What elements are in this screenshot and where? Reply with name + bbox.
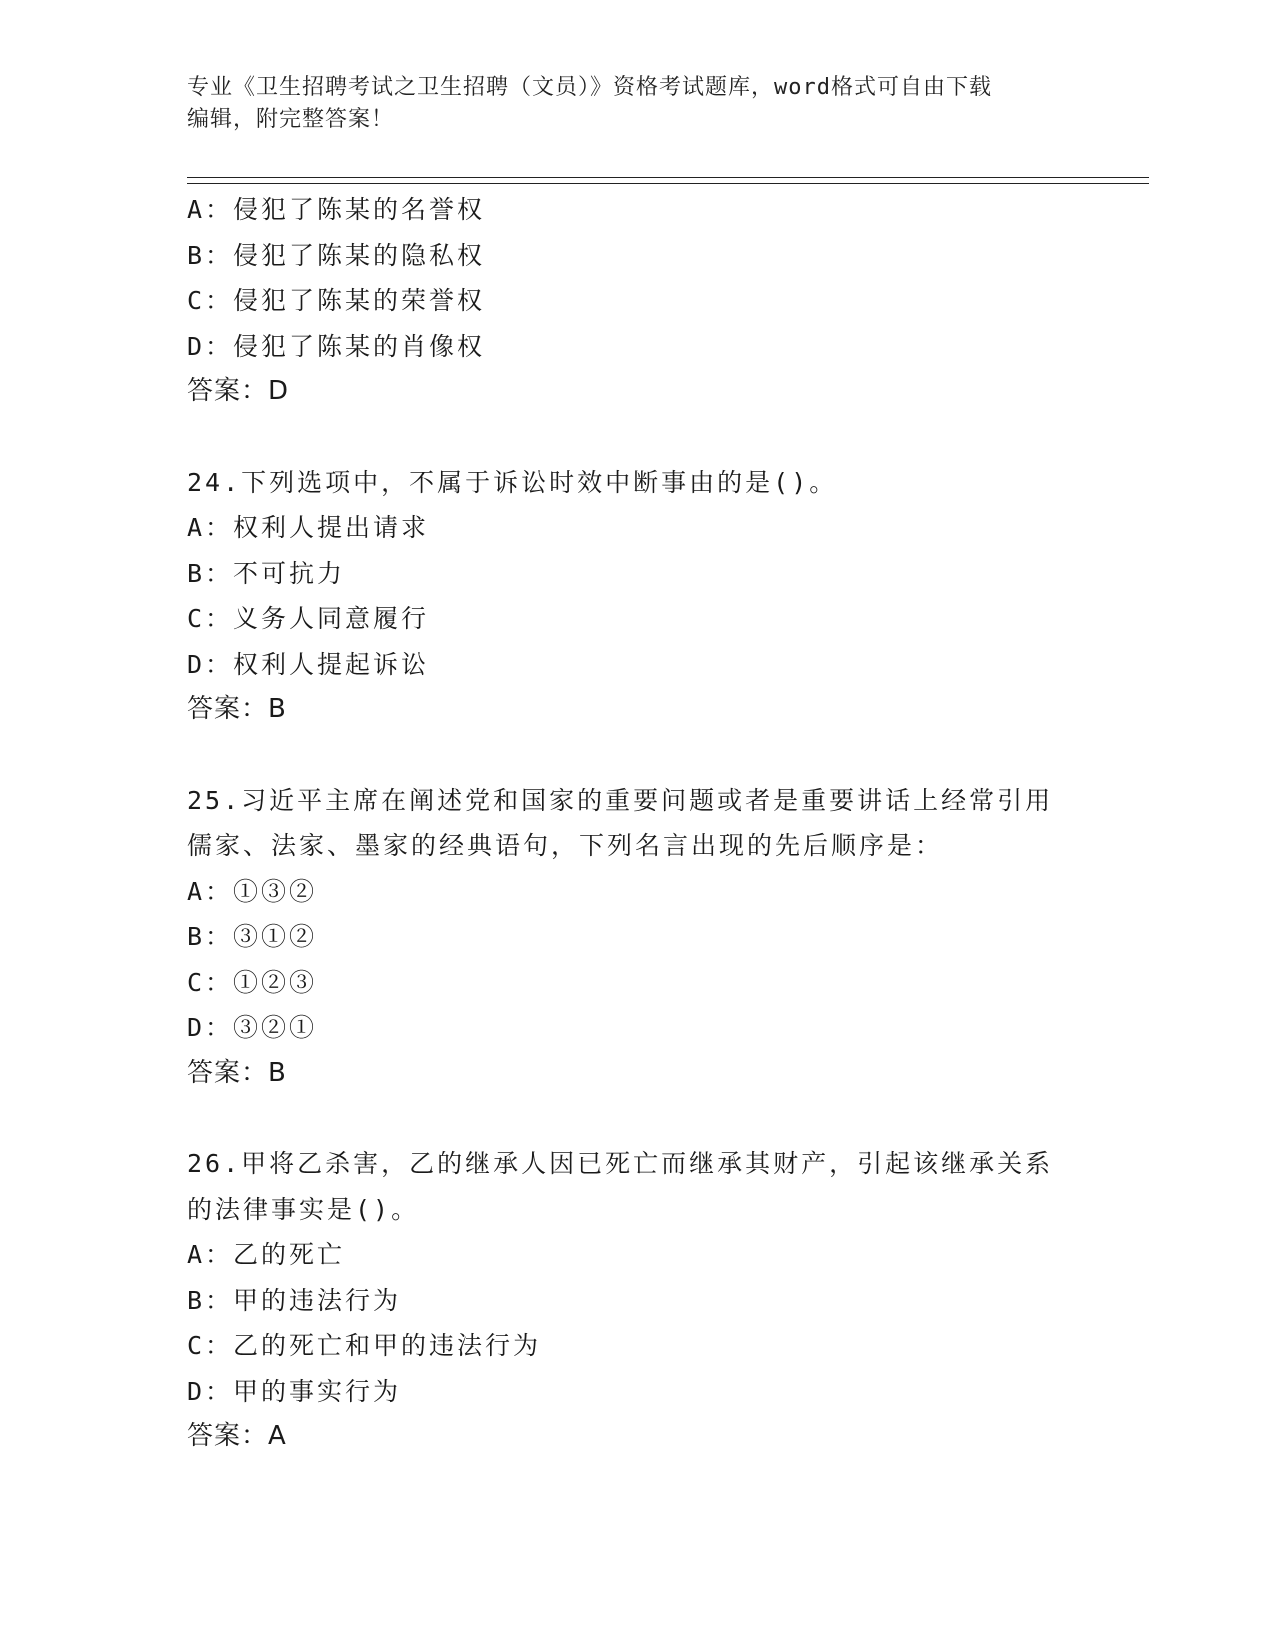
answer: 答案：B xyxy=(187,1057,287,1088)
option-c: C：①②③ xyxy=(187,967,318,997)
answer: 答案：A xyxy=(187,1421,287,1451)
option-b: B：不可抗力 xyxy=(187,558,346,588)
document-header xyxy=(187,72,1067,136)
question-stem-line-1: 25.习近平主席在阐述党和国家的重要问题或者是重要讲话上经常引用 xyxy=(187,785,1054,815)
option-b: B：③①② xyxy=(187,922,318,951)
option-b: B：侵犯了陈某的隐私权 xyxy=(187,240,486,270)
question-24 xyxy=(187,460,1087,733)
question-stem-line-2: 的法律事实是()。 xyxy=(187,1194,420,1224)
option-c: C：义务人同意履行 xyxy=(187,604,430,633)
question-stem-line-2: 儒家、法家、墨家的经典语句，下列名言出现的先后顺序是： xyxy=(187,831,944,860)
option-d: D：侵犯了陈某的肖像权 xyxy=(187,331,486,361)
header-rule-bottom xyxy=(187,183,1149,184)
option-c: C：侵犯了陈某的荣誉权 xyxy=(187,286,486,315)
header-line-1: 专业《卫生招聘考试之卫生招聘（文员）》资格考试题库，word格式可自由下载 xyxy=(187,75,992,100)
option-a: A：权利人提出请求 xyxy=(187,513,430,542)
question-23 xyxy=(187,187,1087,415)
answer: 答案：B xyxy=(187,694,287,724)
question-list xyxy=(187,187,1087,1460)
answer: 答案：D xyxy=(187,376,290,406)
option-a: A：乙的死亡 xyxy=(187,1240,346,1269)
option-b: B：甲的违法行为 xyxy=(187,1285,402,1315)
question-stem: 24.下列选项中，不属于诉讼时效中断事由的是()。 xyxy=(187,467,838,497)
header-rule-top xyxy=(187,177,1149,178)
option-d: D：权利人提起诉讼 xyxy=(187,649,430,679)
option-c: C：乙的死亡和甲的违法行为 xyxy=(187,1331,542,1360)
option-a: A：侵犯了陈某的名誉权 xyxy=(187,195,486,224)
option-d: D：甲的事实行为 xyxy=(187,1376,402,1406)
question-stem-line-1: 26.甲将乙杀害，乙的继承人因已死亡而继承其财产，引起该继承关系 xyxy=(187,1149,1054,1178)
question-26 xyxy=(187,1141,1087,1460)
header-line-2: 编辑，附完整答案！ xyxy=(187,107,395,132)
option-d: D：③②① xyxy=(187,1013,318,1042)
option-a: A：①③② xyxy=(187,876,318,906)
question-25 xyxy=(187,778,1087,1097)
